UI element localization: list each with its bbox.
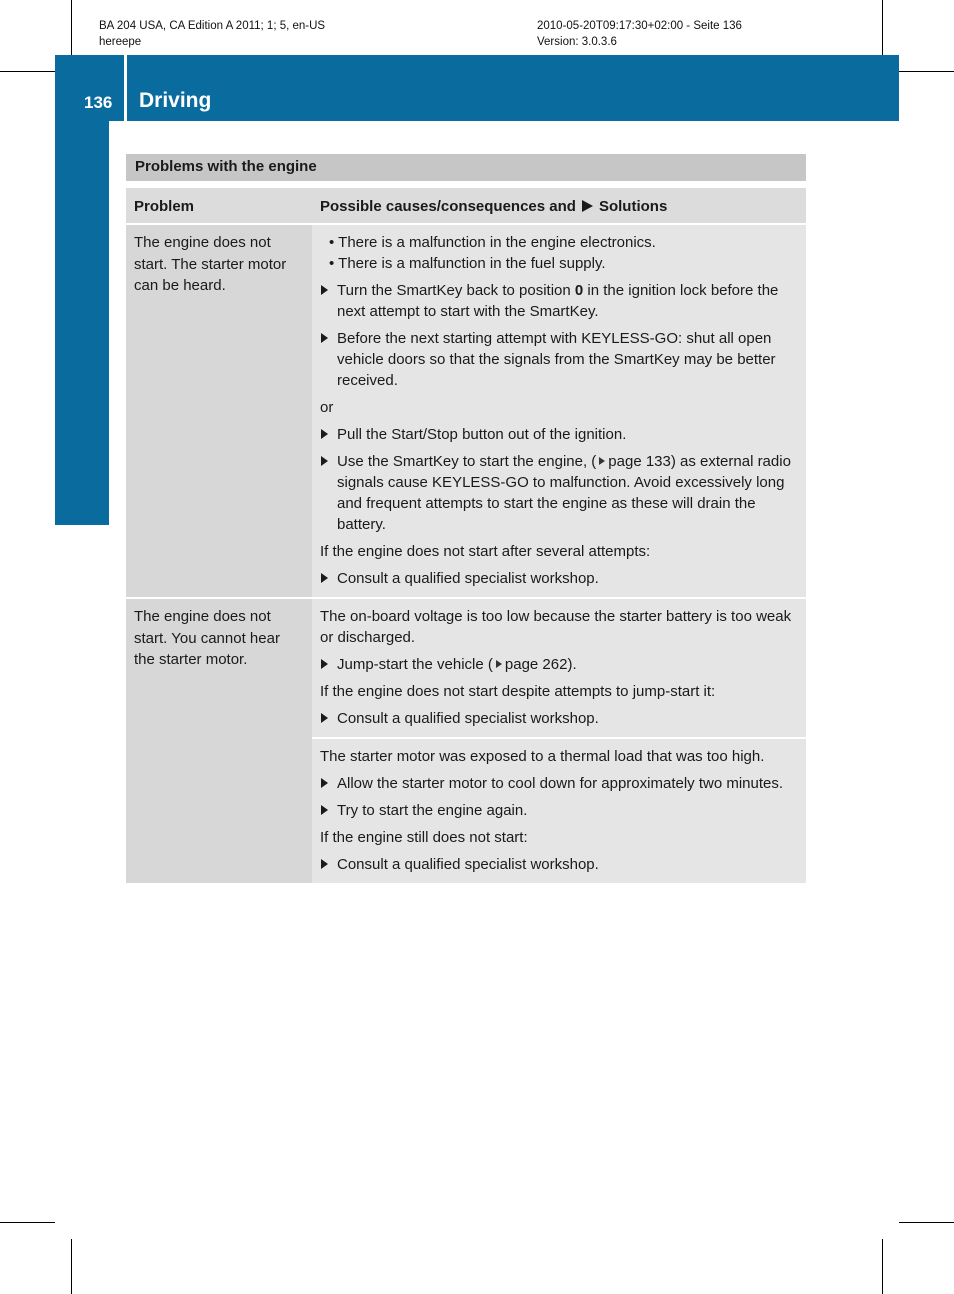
action-step	[320, 854, 799, 875]
crop-mark	[882, 0, 883, 55]
bullet-text: There is a malfunction in the fuel supply.	[338, 255, 606, 272]
cause-text: The starter motor was exposed to a thermal load that was too high.	[320, 748, 765, 765]
action-arrow-icon	[321, 285, 328, 295]
column-header-text: Solutions	[598, 198, 668, 215]
action-text: Allow the starter motor to cool down for approximately two minutes.	[337, 775, 784, 792]
crop-mark	[0, 1222, 55, 1223]
condition-text: If the engine does not start after several attempts:	[320, 543, 651, 560]
or-text: or	[320, 399, 334, 416]
meta-timestamp: 2010-05-20T09:17:30+02:00 - Seite 136	[537, 20, 742, 32]
action-arrow-icon	[582, 200, 593, 212]
solutions-cell	[312, 225, 806, 597]
table-row	[126, 225, 806, 599]
meta-version: Version: 3.0.3.6	[537, 36, 617, 48]
table-row	[126, 599, 806, 885]
bullet-item: • There is a malfunction in the engine electronics.	[329, 234, 656, 251]
crop-mark	[0, 71, 55, 72]
condition-text: If the engine does not start despite attempts to jump-start it:	[320, 683, 716, 700]
chapter-title: Driving	[139, 89, 212, 112]
cause-block	[312, 599, 806, 737]
action-arrow-icon	[321, 778, 328, 788]
bullet-text: There is a malfunction in the engine electronics.	[338, 234, 656, 251]
crop-mark	[71, 1239, 72, 1294]
action-step	[320, 280, 799, 322]
page-reference-icon	[496, 660, 502, 668]
action-step	[320, 654, 799, 675]
crop-mark	[899, 71, 954, 72]
crop-mark	[882, 1239, 883, 1294]
action-text: Jump-start the vehicle (	[337, 656, 493, 673]
table-header	[126, 188, 806, 225]
action-text: Consult a qualified specialist workshop.	[337, 856, 599, 873]
problem-cell: The engine does not start. The starter motor can be heard.	[126, 225, 312, 597]
ignition-position: 0	[574, 282, 584, 299]
side-tab-label: Driving and parking	[68, 255, 95, 471]
problem-cell: The engine does not start. You cannot hear the starter motor.	[126, 599, 312, 883]
action-arrow-icon	[321, 333, 328, 343]
bullet-list	[320, 232, 799, 274]
action-arrow-icon	[321, 456, 328, 466]
print-meta-right	[537, 18, 742, 50]
action-step	[320, 800, 799, 821]
section-title-bar	[126, 154, 806, 181]
action-arrow-icon	[321, 429, 328, 439]
action-text: Try to start the engine again.	[337, 802, 528, 819]
action-text: Consult a qualified specialist workshop.	[337, 570, 599, 587]
action-step	[320, 773, 799, 794]
action-arrow-icon	[321, 713, 328, 723]
page-reference-link[interactable]: page 262).	[504, 656, 577, 673]
meta-editor: hereepe	[99, 36, 142, 48]
action-step	[320, 424, 799, 445]
action-text: Turn the SmartKey back to position	[337, 282, 571, 299]
page-number: 136	[84, 93, 113, 112]
section-title: Problems with the engine	[135, 158, 317, 175]
action-text: Pull the Start/Stop button out of the ignition.	[337, 426, 627, 443]
column-header-solutions	[312, 188, 806, 223]
action-arrow-icon	[321, 805, 328, 815]
action-arrow-icon	[321, 573, 328, 583]
crop-mark	[899, 1222, 954, 1223]
troubleshooting-table	[126, 188, 806, 885]
action-text: in the ignition lock before the next attempt to start with the SmartKey.	[337, 282, 779, 320]
print-meta-left	[99, 18, 325, 50]
condition-text: If the engine still does not start:	[320, 829, 528, 846]
bullet-item: • There is a malfunction in the fuel supply.	[329, 255, 606, 272]
action-arrow-icon	[321, 659, 328, 669]
page-reference-icon	[599, 457, 605, 465]
action-text: Use the SmartKey to start the engine, (	[337, 453, 597, 470]
column-header-text: Possible causes/consequences and	[320, 198, 576, 215]
header-divider	[124, 55, 127, 121]
meta-edition: BA 204 USA, CA Edition A 2011; 1; 5, en-US	[99, 20, 326, 32]
action-step	[320, 568, 799, 589]
cause-text: The on-board voltage is too low because the starter battery is too weak or discharged.	[320, 608, 792, 646]
cause-block	[312, 225, 806, 597]
action-text: Consult a qualified specialist workshop.	[337, 710, 599, 727]
action-text: Before the next starting attempt with KEYLESS-GO: shut all open vehicle doors so that the signals from the SmartKey may be better received.	[337, 330, 776, 389]
column-header-problem: Problem	[134, 198, 195, 215]
crop-mark	[71, 0, 72, 55]
page-reference-link[interactable]: page 133) as external radio signals cause KEYLESS-GO to malfunction. Avoid excessively long and frequent attempts to start the engine as these will drain the battery.	[337, 453, 791, 533]
action-step	[320, 328, 799, 391]
cause-block	[312, 737, 806, 883]
action-arrow-icon	[321, 859, 328, 869]
action-step	[320, 708, 799, 729]
action-step	[320, 451, 799, 535]
solutions-cell	[312, 599, 806, 883]
